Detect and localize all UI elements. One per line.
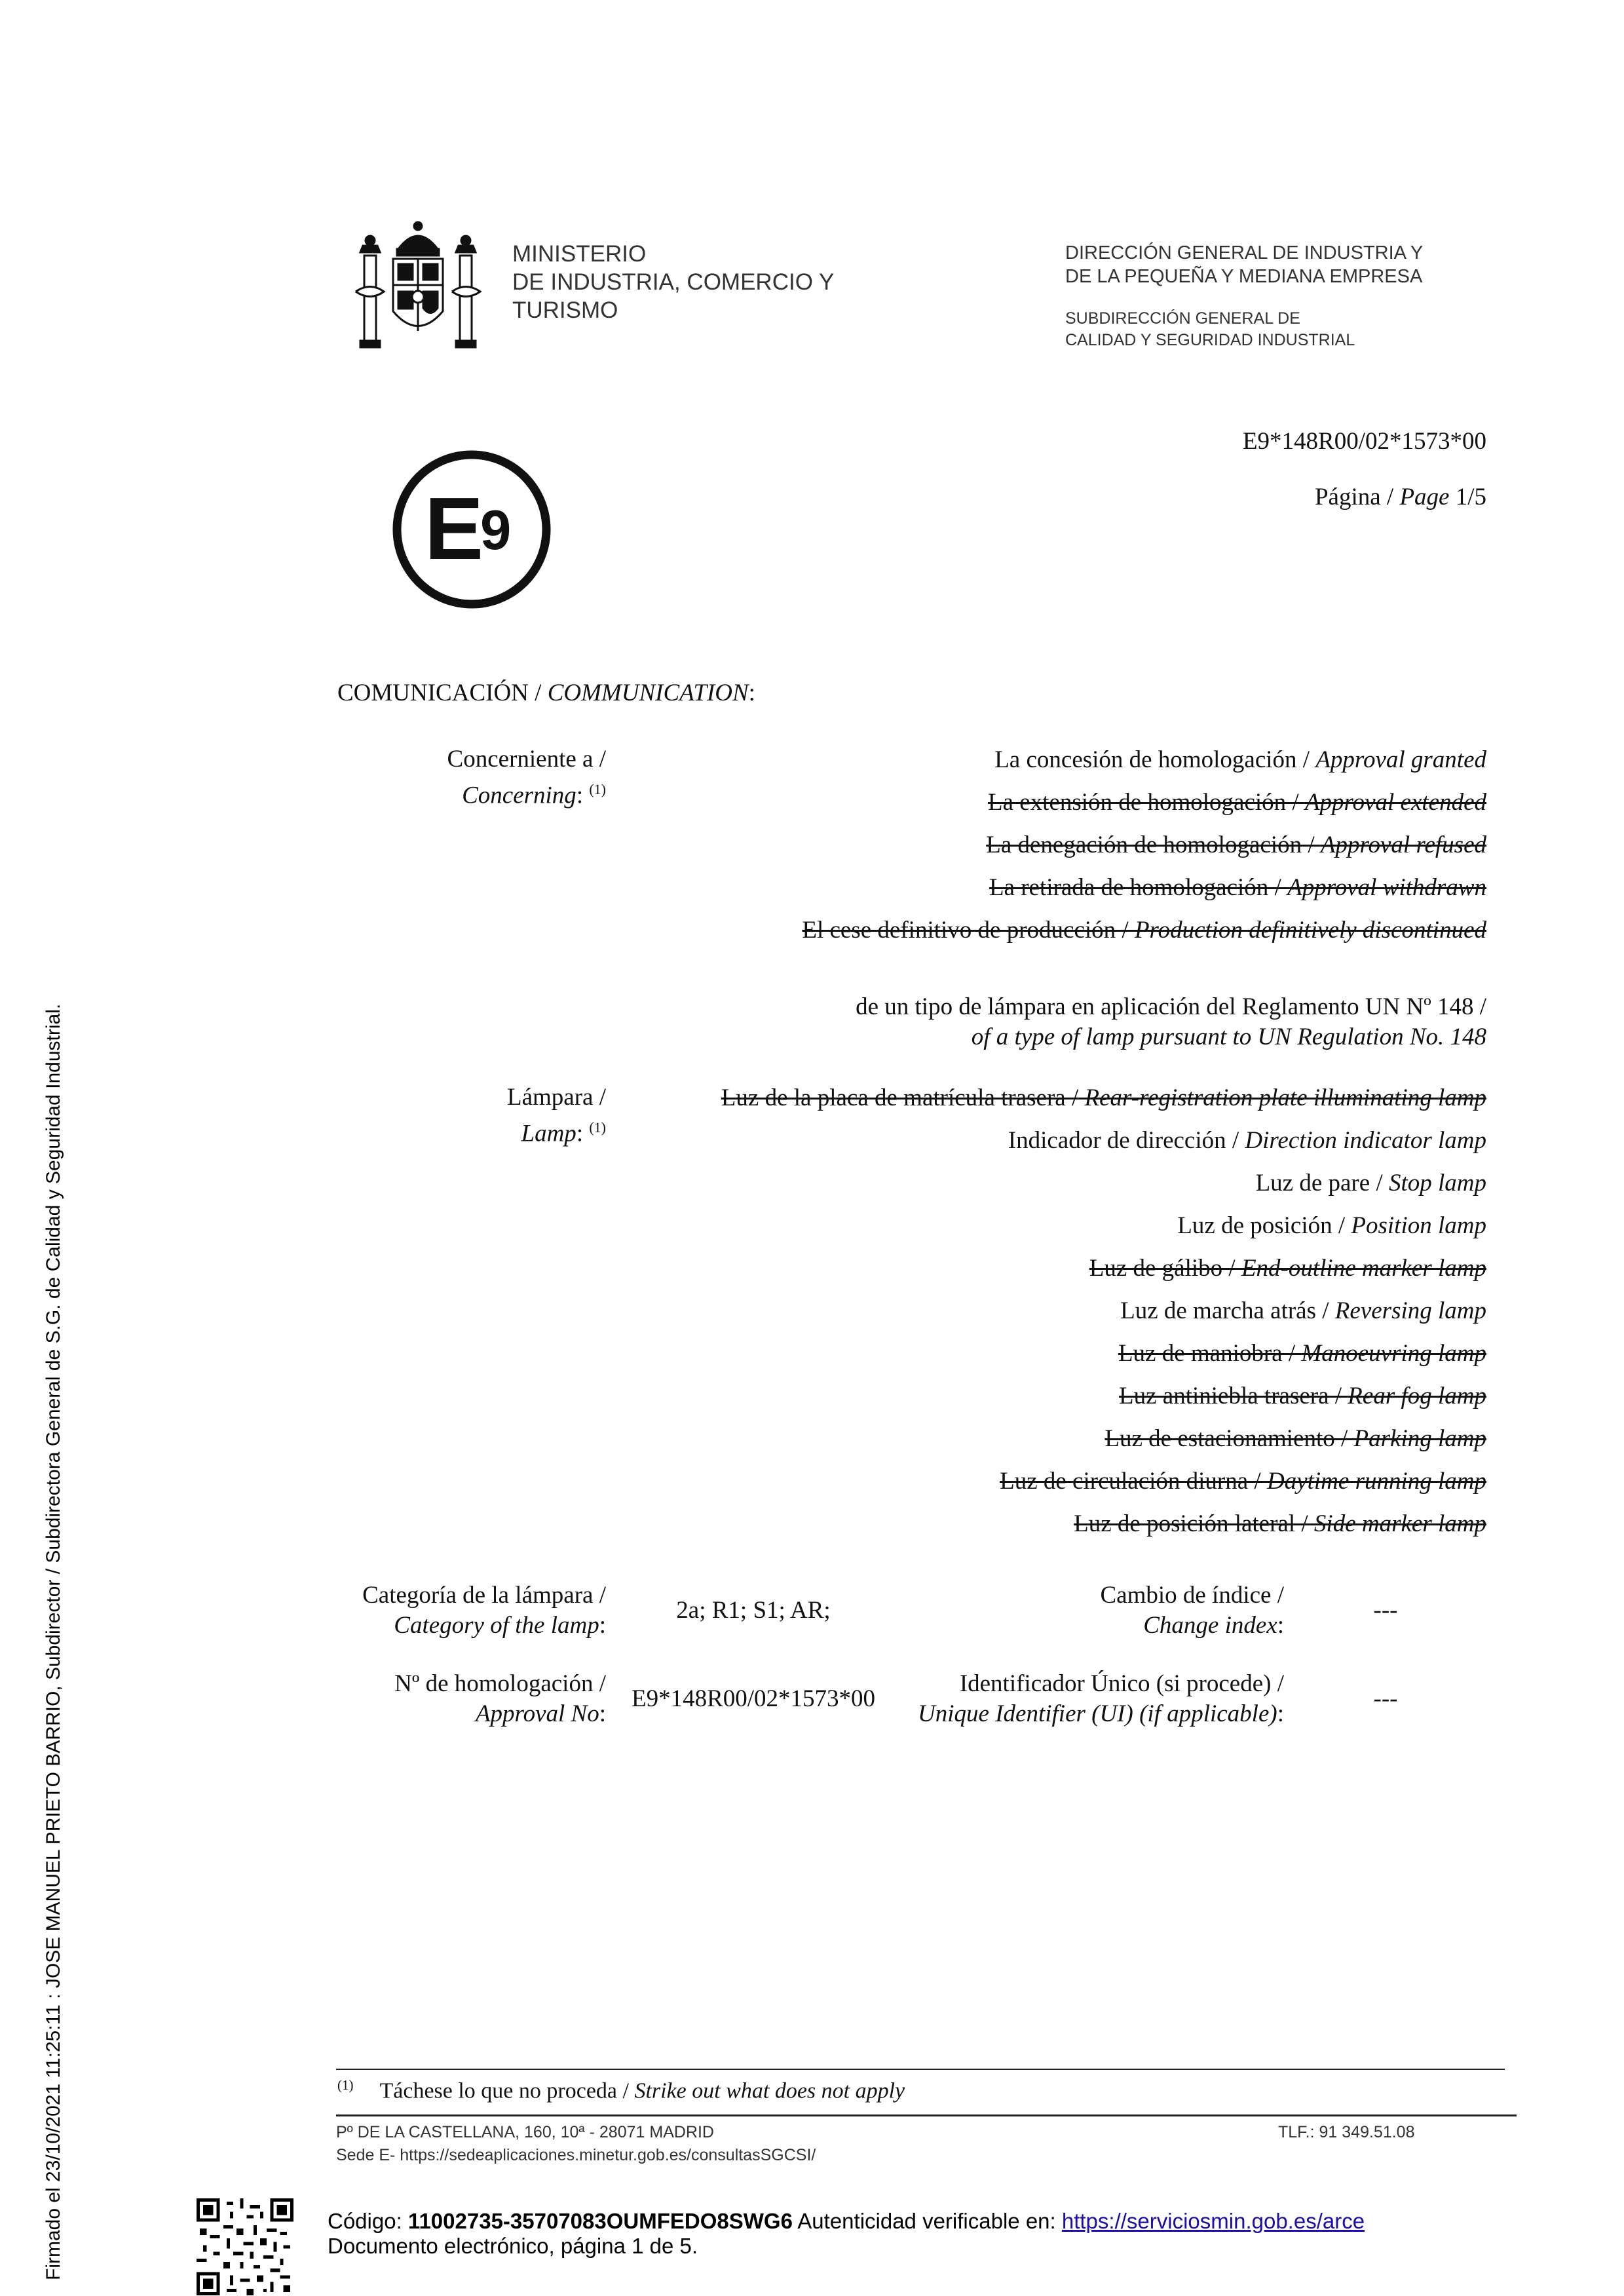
e9-approval-mark [392, 448, 552, 611]
concerning-option: La retirada de homologación / Approval withdrawn [989, 874, 1486, 901]
coat-of-arms-logo [352, 220, 483, 354]
document-reference: E9*148R00/02*1573*00 [1242, 428, 1486, 455]
regulation-statement: de un tipo de lámpara en aplicación del Reglamento UN Nº 148 / of a type of lamp pursuant to UN Regulation No. 148 [856, 993, 1486, 1050]
concerning-option: La extensión de homologación / Approval extended [987, 789, 1486, 816]
category-value: 2a; R1; S1; AR; [676, 1597, 831, 1624]
emark-number: 9 [480, 499, 512, 562]
concerning-label: Concerniente a / Concerning: $^{(1)}$ [447, 746, 606, 809]
footnote-divider [336, 2069, 1505, 2070]
lamp-option: Luz de pare / Stop lamp [1255, 1170, 1486, 1196]
footer-address: Pº DE LA CASTELLANA, 160, 10ª - 28071 MADRID [336, 2123, 714, 2141]
verification-code: 11002735-35707083OUMFEDO8SWG6 [407, 2209, 793, 2233]
footnote: $^{(1)}$ Táchese lo que no proceda / Strike out what does not apply [337, 2077, 905, 2103]
lamp-option: Luz de estacionamiento / Parking lamp [1105, 1425, 1486, 1452]
qr-code [197, 2198, 293, 2295]
category-label: Categoría de la lámpara / Category of the lamp: [362, 1582, 606, 1639]
verification-link[interactable]: https://serviciosmin.gob.es/arce [1061, 2209, 1365, 2233]
unique-identifier-value: --- [1373, 1685, 1398, 1712]
lamp-option: Luz de gálibo / End-outline marker lamp [1089, 1255, 1486, 1282]
change-index-label: Cambio de índice / Change index: [1100, 1582, 1284, 1639]
approval-no-value: E9*148R00/02*1573*00 [631, 1685, 876, 1712]
concerning-option: La denegación de homologación / Approval refused [986, 832, 1486, 858]
communication-heading: COMUNICACIÓN / COMMUNICATION: [337, 679, 755, 706]
unique-identifier-label: Identificador Único (si procede) / Unique Identifier (UI) (if applicable): [918, 1670, 1284, 1727]
footer-sede-url: Sede E- https://sedeaplicaciones.minetur.gob.es/consultasSGCSI/ [336, 2146, 816, 2164]
lamp-option: Luz antiniebla trasera / Rear fog lamp [1119, 1383, 1486, 1409]
concerning-option: El cese definitivo de producción / Production definitively discontinued [802, 917, 1486, 944]
footer-divider [336, 2114, 1517, 2116]
lamp-option: Luz de posición / Position lamp [1177, 1212, 1486, 1239]
change-index-value: --- [1373, 1597, 1398, 1624]
ministry-name: MINISTERIO DE INDUSTRIA, COMERCIO Y TURISMO [512, 241, 835, 323]
document-page-info: Documento electrónico, página 1 de 5. [328, 2234, 698, 2258]
signature-sidebar: Firmado el 23/10/2021 11:25:11 : JOSE MANUEL PRIETO BARRIO, Subdirector / Subdirectora General de S.G. de Calidad y Seguridad Industrial. [43, 1003, 64, 2280]
lamp-option: Luz de marcha atrás / Reversing lamp [1120, 1297, 1486, 1324]
lamp-option: Luz de posición lateral / Side marker lamp [1074, 1510, 1486, 1537]
lamp-option: Indicador de dirección / Direction indicator lamp [1008, 1127, 1486, 1154]
page-number: Página / Page 1/5 [1314, 484, 1486, 510]
subdirectorate-name: SUBDIRECCIÓN GENERAL DE CALIDAD Y SEGURIDAD INDUSTRIAL [1065, 309, 1355, 349]
emark-letter: E [425, 479, 484, 578]
lamp-option: Luz de circulación diurna / Daytime running lamp [1000, 1468, 1486, 1495]
verification-block: Código: 11002735-35707083OUMFEDO8SWG6 Autenticidad verificable en: https://serviciosmin.gob.es/arce Documento electrónico, página 1 de 5. [328, 2209, 1365, 2258]
footer-phone: TLF.: 91 349.51.08 [1278, 2123, 1415, 2141]
directorate-name: DIRECCIÓN GENERAL DE INDUSTRIA Y DE LA PEQUEÑA Y MEDIANA EMPRESA [1065, 242, 1424, 287]
lamp-label: Lámpara / Lamp: $^{(1)}$ [507, 1084, 606, 1147]
concerning-option: La concesión de homologación / Approval granted [994, 746, 1486, 773]
lamp-option: Luz de maniobra / Manoeuvring lamp [1118, 1340, 1486, 1367]
lamp-option: Luz de la placa de matrícula trasera / Rear-registration plate illuminating lamp [721, 1084, 1486, 1111]
approval-no-label: Nº de homologación / Approval No: [394, 1670, 606, 1727]
